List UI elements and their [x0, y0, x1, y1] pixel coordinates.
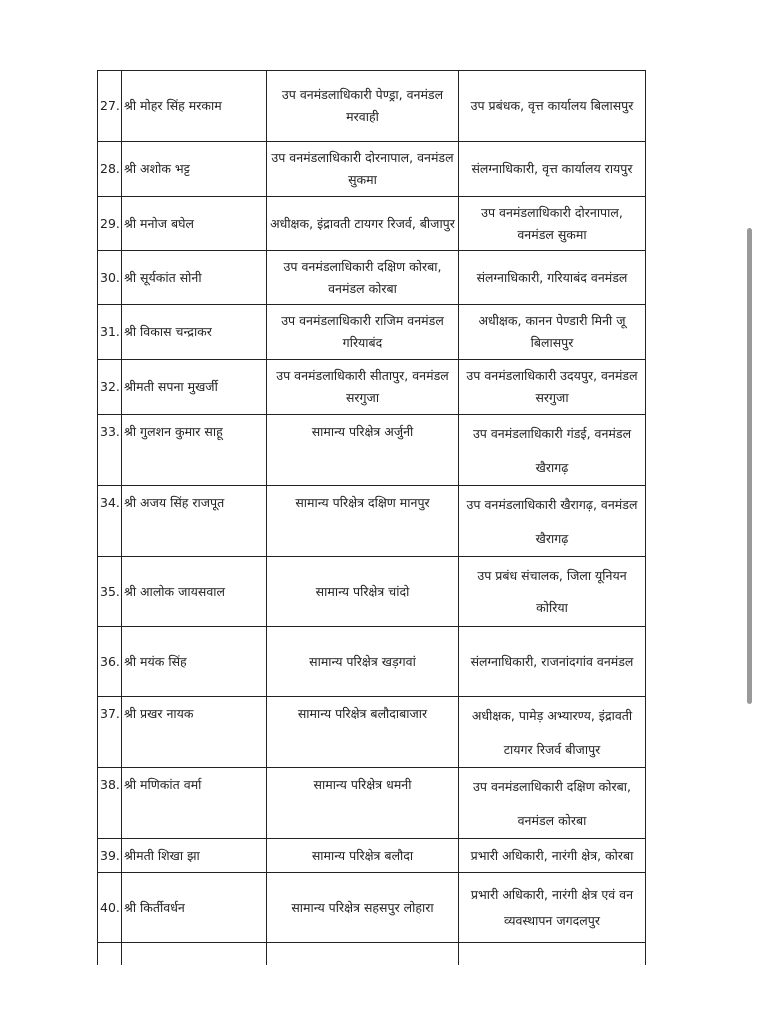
officer-name: श्री प्रखर नायक: [122, 697, 267, 768]
transfer-table: [97, 70, 646, 965]
serial-number: 39.: [98, 839, 122, 873]
current-posting: सामान्य परिक्षेत्र दक्षिण मानपुर: [267, 486, 459, 557]
officer-name: श्री मयंक सिंह: [122, 627, 267, 697]
new-posting: अधीक्षक, कानन पेण्डारी मिनी जू बिलासपुर: [459, 305, 646, 360]
new-posting: संलग्नाधिकारी, वृत्त कार्यालय रायपुर: [459, 142, 646, 197]
current-posting: उप वनमंडलाधिकारी पेण्ड्रा, वनमंडल मरवाही: [267, 71, 459, 142]
officer-name: श्री अजय सिंह राजपूत: [122, 486, 267, 557]
current-posting: सामान्य परिक्षेत्र सहसपुर लोहारा: [267, 873, 459, 943]
empty-cell: [459, 943, 646, 965]
current-posting: सामान्य परिक्षेत्र अर्जुनी: [267, 415, 459, 486]
new-posting: प्रभारी अधिकारी, नारंगी क्षेत्र, कोरबा: [459, 839, 646, 873]
table-row: [98, 768, 646, 839]
table-row: [98, 71, 646, 142]
new-posting: उप वनमंडलाधिकारी दक्षिण कोरबा, वनमंडल कोरबा: [459, 768, 646, 839]
table-row: [98, 415, 646, 486]
current-posting: सामान्य परिक्षेत्र बलौदा: [267, 839, 459, 873]
officer-name: श्री विकास चन्द्राकर: [122, 305, 267, 360]
serial-number: 33.: [98, 415, 122, 486]
current-posting: सामान्य परिक्षेत्र धमनी: [267, 768, 459, 839]
serial-number: 28.: [98, 142, 122, 197]
serial-number: 38.: [98, 768, 122, 839]
new-posting: प्रभारी अधिकारी, नारंगी क्षेत्र एवं वन व्यवस्थापन जगदलपुर: [459, 873, 646, 943]
table-row: [98, 360, 646, 415]
current-posting: उप वनमंडलाधिकारी दोरनापाल, वनमंडल सुकमा: [267, 142, 459, 197]
vertical-scrollbar[interactable]: [747, 228, 752, 704]
officer-name: श्रीमती शिखा झा: [122, 839, 267, 873]
table-row: [98, 251, 646, 305]
table-row: [98, 943, 646, 965]
new-posting: संलग्नाधिकारी, राजनांदगांव वनमंडल: [459, 627, 646, 697]
empty-cell: [98, 943, 122, 965]
table-row: [98, 486, 646, 557]
serial-number: 27.: [98, 71, 122, 142]
serial-number: 30.: [98, 251, 122, 305]
officer-name: श्री मोहर सिंह मरकाम: [122, 71, 267, 142]
officer-name: श्री मणिकांत वर्मा: [122, 768, 267, 839]
current-posting: उप वनमंडलाधिकारी दक्षिण कोरबा, वनमंडल कोरबा: [267, 251, 459, 305]
serial-number: 31.: [98, 305, 122, 360]
officer-name: श्रीमती सपना मुखर्जी: [122, 360, 267, 415]
empty-cell: [122, 943, 267, 965]
officer-name: श्री अशोक भट्ट: [122, 142, 267, 197]
current-posting: उप वनमंडलाधिकारी सीतापुर, वनमंडल सरगुजा: [267, 360, 459, 415]
current-posting: सामान्य परिक्षेत्र चांदो: [267, 557, 459, 627]
new-posting: संलग्नाधिकारी, गरियाबंद वनमंडल: [459, 251, 646, 305]
empty-cell: [267, 943, 459, 965]
new-posting: उप प्रबंध संचालक, जिला यूनियन कोरिया: [459, 557, 646, 627]
new-posting: उप वनमंडलाधिकारी उदयपुर, वनमंडल सरगुजा: [459, 360, 646, 415]
current-posting: अधीक्षक, इंद्रावती टायगर रिजर्व, बीजापुर: [267, 197, 459, 251]
officer-name: श्री आलोक जायसवाल: [122, 557, 267, 627]
current-posting: उप वनमंडलाधिकारी राजिम वनमंडल गरियाबंद: [267, 305, 459, 360]
officer-name: श्री मनोज बघेल: [122, 197, 267, 251]
table-row: [98, 839, 646, 873]
serial-number: 29.: [98, 197, 122, 251]
current-posting: सामान्य परिक्षेत्र बलौदाबाजार: [267, 697, 459, 768]
officer-name: श्री किर्तीवर्धन: [122, 873, 267, 943]
table-row: [98, 627, 646, 697]
new-posting: उप प्रबंधक, वृत्त कार्यालय बिलासपुर: [459, 71, 646, 142]
new-posting: उप वनमंडलाधिकारी गंडई, वनमंडल खैरागढ़: [459, 415, 646, 486]
new-posting: उप वनमंडलाधिकारी खैरागढ़, वनमंडल खैरागढ़: [459, 486, 646, 557]
serial-number: 37.: [98, 697, 122, 768]
serial-number: 32.: [98, 360, 122, 415]
officer-name: श्री सूर्यकांत सोनी: [122, 251, 267, 305]
new-posting: अधीक्षक, पामेड़ अभ्यारण्य, इंद्रावती टायगर रिजर्व बीजापुर: [459, 697, 646, 768]
current-posting: सामान्य परिक्षेत्र खड़गवां: [267, 627, 459, 697]
serial-number: 36.: [98, 627, 122, 697]
serial-number: 34.: [98, 486, 122, 557]
table-row: [98, 305, 646, 360]
officer-name: श्री गुलशन कुमार साहू: [122, 415, 267, 486]
table-row: [98, 873, 646, 943]
table-row: [98, 697, 646, 768]
table-row: [98, 557, 646, 627]
table-row: [98, 142, 646, 197]
serial-number: 40.: [98, 873, 122, 943]
serial-number: 35.: [98, 557, 122, 627]
table-row: [98, 197, 646, 251]
new-posting: उप वनमंडलाधिकारी दोरनापाल, वनमंडल सुकमा: [459, 197, 646, 251]
